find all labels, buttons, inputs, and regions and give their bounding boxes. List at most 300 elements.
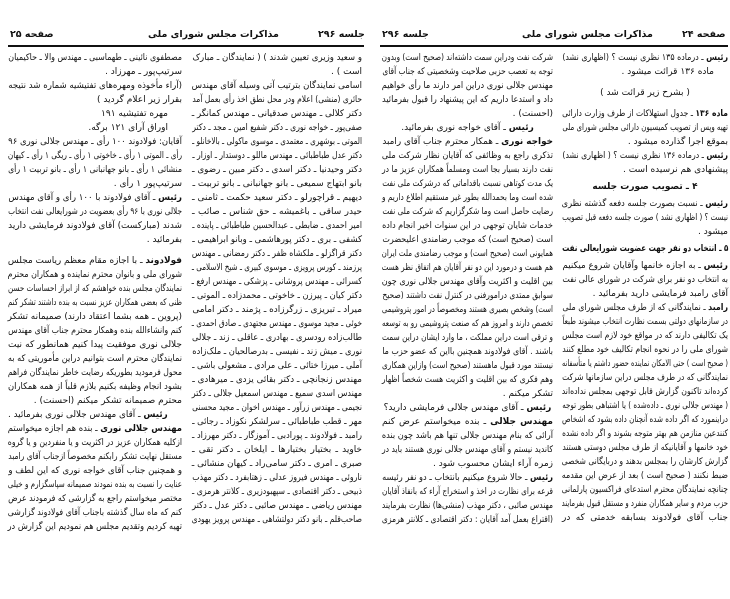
text-line xyxy=(562,65,728,79)
line-content xyxy=(382,135,553,149)
line-content xyxy=(192,93,362,107)
line-content xyxy=(8,422,182,436)
line-text: دکتر وحیدنیا ـ دکتر اسدی ـ دکتر مبین ـ رضوی ـ xyxy=(192,165,362,175)
line-text: (پروین ـ همه بشما اعتقاد دارند) صمیمانه تشکر xyxy=(7,312,183,322)
line-content xyxy=(8,380,182,394)
text-line xyxy=(382,289,553,303)
text-line xyxy=(8,219,182,233)
line-text: الموتی ـ بوشهری ـ معتمدی ـ موسوی ماکولی ـ بالاخانلو ـ xyxy=(192,137,362,147)
line-text: اوراق آرای ۱۲۱ برگه. xyxy=(88,123,168,133)
line-text: ـ آقای مهندس جلالی فرمایشی دارید؟ xyxy=(383,403,527,413)
section-heading xyxy=(562,180,728,194)
text-line xyxy=(562,197,728,211)
line-content xyxy=(192,387,362,401)
line-text: رضایت حاصل است وما شکرگزاریم که شرکت ملی نفت xyxy=(382,207,553,217)
line-text: مهندس زنجانچی ـ دکتر بقائی یزدی ـ میرهادی ـ xyxy=(192,375,362,385)
text-line xyxy=(8,478,182,492)
line-content xyxy=(192,373,362,387)
line-content xyxy=(101,107,168,121)
speaker-name: رئیس xyxy=(705,199,728,209)
line-content xyxy=(401,121,534,135)
line-content xyxy=(8,408,168,422)
line-text: ـ آقای مهندس جلالی نوری بفرمائید . xyxy=(8,410,144,420)
text-line xyxy=(8,177,182,191)
line-text: سرتیپ‌پور ۱ رأی . xyxy=(113,179,182,189)
line-content xyxy=(192,149,362,163)
text-line xyxy=(382,149,553,163)
line-content xyxy=(8,163,182,177)
text-line xyxy=(8,296,182,310)
text-line xyxy=(192,177,362,191)
line-content xyxy=(192,51,362,65)
text-line xyxy=(8,394,182,408)
line-text: شرکت نفت ودراین سمت داشته‌اند (صحیح است) وبدون xyxy=(381,53,553,63)
line-text: مستقل نهایت تشکر رابکنم مخصوصاً ازجناب آقای رامبد xyxy=(8,452,183,462)
line-content xyxy=(562,455,728,469)
line-text: محول فرمودید بطوریکه رضایت خاطر نمایندگان فراهم xyxy=(7,368,183,378)
speaker-name: رئیس xyxy=(526,403,552,413)
line-text: جناب آقای فولادوند بسابقه خدمتی که در xyxy=(562,513,728,523)
line-text: پیشنهادی هم نرسیده است . xyxy=(623,165,728,175)
line-content xyxy=(192,205,362,219)
line-text: گزارش کارشان را بمجلس بدهند و دربایگانی شخصی xyxy=(561,457,728,467)
text-line xyxy=(192,387,362,401)
line-text: نمایندگان مجلس بنده خواهشم که از ابراز احساسات حسن xyxy=(8,284,182,294)
line-text: بموقع اجرا گذارده میشود . xyxy=(627,137,728,147)
line-content xyxy=(382,51,553,65)
line-content xyxy=(8,478,182,492)
text-line xyxy=(562,371,728,385)
line-text: خوئی ـ مجید موسوی ـ مهندس مجتهدی ـ صادق احمدی ـ xyxy=(191,319,362,329)
line-content xyxy=(562,427,728,441)
line-content xyxy=(562,301,728,315)
line-text: نوری ـ میش زند ـ نفیسی ـ بدرصالحیان ـ ملک‌زاده xyxy=(192,347,362,357)
line-text: دکتر کلالی ـ مهندس صدقیانی ـ مهندس کمانگر ـ xyxy=(191,109,362,119)
line-text: مهره تفتیشیه ۱۹۱ xyxy=(101,109,168,119)
line-content xyxy=(562,329,728,343)
line-content xyxy=(562,497,728,511)
line-content xyxy=(562,413,728,427)
line-text: امیر احمدی ـ ضابطی ـ عبدالحسین طباطبائی ـ پاینده ـ xyxy=(192,221,362,231)
line-text: ظنی که بعضی همکاران عزیز نسبت به بنده داشتند تشکر کنم xyxy=(8,298,183,308)
line-text: نیست ؟ ( اظهاری نشد ) صورت جلسه دفعه قبل تصویب xyxy=(562,213,728,223)
line-content xyxy=(628,135,728,149)
text-line xyxy=(8,93,182,107)
text-column xyxy=(8,51,182,534)
line-content xyxy=(192,499,362,513)
text-line xyxy=(562,357,728,371)
text-line xyxy=(562,455,728,469)
line-content xyxy=(593,287,728,301)
line-text: اسامی نمایندگان بترتیب آتی وسیله آقای مهندس xyxy=(191,81,362,91)
text-line xyxy=(562,329,728,343)
line-content xyxy=(8,219,182,233)
speaker-name: رئیس xyxy=(143,410,168,420)
line-content xyxy=(192,415,362,429)
text-line xyxy=(192,499,362,513)
line-text: دراینمورد که اگر داده شده آنچنان داده بشود که اشخاص xyxy=(562,415,728,425)
line-content xyxy=(562,469,728,483)
text-line xyxy=(382,331,553,345)
line-text: کنم وانشاءالله بنده وهمکار محترم جناب آقای مهندس xyxy=(8,326,182,336)
line-content xyxy=(592,180,697,194)
text-line xyxy=(8,51,182,65)
speaker-name: ماده ۱۳۶ xyxy=(695,109,728,119)
text-line xyxy=(192,135,362,149)
text-line xyxy=(8,149,182,163)
line-text: ضبط نکنند ( صحیح است ) بعد از عرض این مقدمه xyxy=(561,471,728,481)
text-line xyxy=(382,443,553,457)
line-content xyxy=(147,233,182,247)
line-text: ذبیحی ـ دکتر اقتصادی ـ سپهبودزیری ـ کلانتر هرمزی ـ xyxy=(192,487,362,497)
line-content xyxy=(382,65,553,79)
line-text: ـ درماده ۱۳۵ نظری نیست ؟ (اظهاری نشد) xyxy=(562,53,707,63)
line-content xyxy=(382,275,553,289)
text-line xyxy=(562,427,728,441)
text-line xyxy=(192,219,362,233)
line-text: رأی ـ الموتی ۱ رأی ـ خاخوتی ۱ رأی ـ ریگی ۱ رأی ـ کیهان xyxy=(7,151,182,161)
text-line xyxy=(8,436,182,450)
line-text: منشائی ۱ رأی ـ بانو جهانبانی ۱ رأی ـ بانو تربیت ۱ رأی xyxy=(8,165,182,175)
line-text: ـ آقای خواجه نوری بفرمائید. xyxy=(401,123,509,133)
line-content xyxy=(192,233,362,247)
session-number: جلسه ۲۹۶ xyxy=(318,29,365,40)
speaker-name: رئیس xyxy=(530,473,553,483)
line-content xyxy=(562,197,728,211)
line-content xyxy=(8,205,182,219)
text-line xyxy=(8,492,182,506)
speaker-name: رئیس xyxy=(703,261,728,271)
session-number: جلسه ۲۹۶ xyxy=(382,29,429,40)
line-text: قرعه برای نظارت در اخذ و استخراج آراء که بانفاذ آقایان xyxy=(381,487,553,497)
text-line xyxy=(8,366,182,380)
line-text: ناروئی ـ مهندس فیروز عدلی ـ زهتابفرد ـ دکتر مهذب xyxy=(192,473,362,483)
line-content xyxy=(562,121,728,135)
text-line xyxy=(192,149,362,163)
line-content xyxy=(382,149,553,163)
line-content xyxy=(382,163,553,177)
text-line xyxy=(562,259,728,273)
line-content xyxy=(192,457,362,471)
line-content xyxy=(562,107,728,121)
line-text: زمره آراء ایشان محسوب شود . xyxy=(433,459,553,469)
text-line xyxy=(192,65,362,79)
line-content xyxy=(562,149,728,163)
line-content xyxy=(192,401,362,415)
line-content xyxy=(8,506,182,520)
line-text: ـ به اجازه خانمها وآقایان شروع میکنیم xyxy=(562,261,704,271)
speaker-name: رئیس xyxy=(158,193,182,203)
line-text: یک تکالیفی دارند که در مواقع خود لازم است مجلس xyxy=(562,331,728,341)
text-line xyxy=(382,107,553,121)
text-line xyxy=(192,205,362,219)
line-text: تذکری راجع به وظائفی که آقایان نظار شرکت ملی xyxy=(381,151,553,161)
text-line xyxy=(192,373,362,387)
text-line xyxy=(562,149,728,163)
line-content xyxy=(382,93,553,107)
line-content xyxy=(382,261,553,275)
line-content xyxy=(562,371,728,385)
line-text: باشند . آقای فولادوند همچنین بااین که عضو حزب ما xyxy=(382,347,553,357)
text-line xyxy=(562,469,728,483)
text-line xyxy=(382,471,553,485)
speaker-name: خواجه نوری xyxy=(501,137,553,147)
line-text: ـ نسبت بصورت جلسه دفعه گذشته نظری xyxy=(561,199,706,209)
line-text: میراد ـ تبریزی ـ زرگرزاده ـ پژمند ـ دکتر امامی xyxy=(192,305,362,315)
line-content xyxy=(382,471,553,485)
line-text: حزب مردم و سایر همکاران منفرد و مستقل قبول بفرمایند xyxy=(561,499,728,509)
line-text: (آراء مأخوذه ومهره‌های تفتیشیه شماره شد نتیجه xyxy=(8,81,182,91)
line-text: ـ جدول استهلاکات از طرف وزارت دارائی xyxy=(562,109,696,119)
line-text: ۴ ـ تصویب صورت جلسه xyxy=(592,182,698,192)
line-text: ۵ ـ انتخاب دو نفر جهت عضویت شورایعالی نفت xyxy=(561,244,728,254)
line-text: ـ درماده ۱۳۶ نظری نیست ؟ ( اظهاری نشد) xyxy=(562,151,707,161)
text-line xyxy=(562,287,728,301)
line-content xyxy=(34,394,182,408)
speaker-name: رامبد xyxy=(708,303,728,313)
text-line xyxy=(192,331,362,345)
line-content xyxy=(192,219,362,233)
line-text: کرده‌اند تاکنون گزارش قابل توجهی بمجلس نداده‌اند xyxy=(561,387,728,397)
line-text: حیدر ساقی ـ باغمیشه ـ حق شناس ـ صائب ـ xyxy=(192,207,362,217)
text-column xyxy=(192,51,362,527)
line-text: محترم صمیمانه تشکر میکنم (احسنت) . xyxy=(33,396,182,406)
header-rule xyxy=(380,45,728,47)
text-line xyxy=(382,373,553,387)
text-line xyxy=(382,79,553,93)
text-line xyxy=(382,261,553,275)
line-text: ( مهندس جلالی نوری ـ داده‌شده ) یا اشتباهی بطور توجه xyxy=(562,401,728,411)
line-text: و همچنین جناب آقای خواجه نوری که این لطف و xyxy=(8,466,182,476)
text-line xyxy=(562,107,728,121)
text-line xyxy=(192,261,362,275)
line-text: ـ با اجازه مقام معظم ریاست مجلس xyxy=(7,256,146,266)
line-content xyxy=(8,492,182,506)
line-text: تهیه وپس از تصویب کمیسیون دارائی مجلس شورای ملی xyxy=(562,123,728,133)
text-line xyxy=(562,301,728,315)
line-text: ( صحیح است ) حتی الامکان نماینده حضور داشتم یا متأسفانه xyxy=(562,359,728,369)
line-content xyxy=(382,177,553,191)
line-text: دکتر کیان ـ پیرزن ـ خاخوتی ـ محمدزاده ـ الموتی ـ xyxy=(191,291,362,301)
line-text: کنم که ماه سال گذشته باجناب آقای فولادوند گزارشی xyxy=(7,508,182,518)
text-line xyxy=(382,457,553,471)
line-text: مهندس جلالی نوری دراین امر دارند ما رأی خواهیم xyxy=(381,81,553,91)
line-text: بین اقلیت و اکثریت وآقای مهندس جلالی نوری چون xyxy=(381,277,553,287)
line-content xyxy=(562,385,728,399)
text-line xyxy=(8,65,182,79)
text-line xyxy=(562,225,728,239)
line-text: شده است وما بحمدالله بطور غیر مستقیم اطلاع داریم و xyxy=(382,193,553,203)
text-line xyxy=(8,380,182,394)
line-content xyxy=(192,107,362,121)
line-content xyxy=(8,366,182,380)
text-line xyxy=(192,163,362,177)
line-content xyxy=(8,436,182,450)
line-content xyxy=(114,177,182,191)
text-line xyxy=(192,429,362,443)
line-content xyxy=(562,315,728,329)
line-content xyxy=(192,275,362,289)
text-line xyxy=(8,352,182,366)
line-text: در سازمانهای دولتی بسمت نظارت انتخاب میشوند طبعاً xyxy=(562,317,728,327)
text-line xyxy=(192,51,362,65)
line-text: همایونی است (صحیح است) و موجب رضامندی ملت ایران xyxy=(381,249,553,259)
text-line xyxy=(562,86,728,100)
line-text: مختصر میخواستم راجع به گزارشی که فرمودند عرض xyxy=(8,494,183,504)
page-number: صفحه ۲۵ xyxy=(10,29,54,40)
line-text: جلالی نوری با ۹۶ رأی بعضویت در شورایعالی نفت انتخاب xyxy=(8,207,182,217)
line-content xyxy=(192,429,362,443)
line-text: ـ همکار محترم جناب آقای رامبد xyxy=(382,137,502,147)
line-text: است (صحیح است) که موجب رضامندی اعلیحضرت xyxy=(382,235,553,245)
text-line xyxy=(8,79,182,93)
text-line xyxy=(562,441,728,455)
line-text: وهم فکری که بین اقلیت و اکثریت هست شخصاً اظهار xyxy=(381,375,553,385)
line-text: آملی ـ میرزا ختائی ـ علی مرادی ـ مشعولی باشی ـ xyxy=(192,361,362,371)
line-text: صفی‌پور ـ خواجه نوری ـ دکتر شفیع امین ـ مجد ـ دکتر xyxy=(192,123,362,133)
text-line xyxy=(382,177,553,191)
line-content xyxy=(192,79,362,93)
line-content xyxy=(382,373,553,387)
text-line xyxy=(562,385,728,399)
line-text: ـ حالا شروع میکنیم بانتخاب ـ دو نفر رئیسه xyxy=(382,473,531,483)
line-text: به انتخاب دو نفر برای شرکت در شورای عالی نفت xyxy=(562,275,728,285)
text-line xyxy=(562,273,728,287)
text-line xyxy=(8,121,182,135)
text-line xyxy=(8,506,182,520)
line-text: شدند (مبارکست) آقای فولادوند فرمایشی دارید xyxy=(8,221,183,231)
line-content xyxy=(8,79,182,93)
line-content xyxy=(562,51,728,65)
line-content xyxy=(105,65,182,79)
text-line xyxy=(8,422,182,436)
line-text: بانو ابتهاج سمیعی ـ بانو جهانبانی ـ بانو تربیت ـ xyxy=(192,179,362,189)
line-text: خود خانمها و آقایانیکه از طرف مجلس دوستی هستند xyxy=(562,443,728,453)
text-line xyxy=(562,343,728,357)
text-line xyxy=(192,191,362,205)
text-line xyxy=(192,485,362,499)
text-line xyxy=(192,415,362,429)
paragraph-gap xyxy=(8,247,182,254)
line-content xyxy=(192,359,362,373)
line-text: دکتر عدل طباطبائی ـ مهندس ماللو ـ دوستدار ـ اوزار ـ xyxy=(192,151,362,161)
line-content xyxy=(562,399,728,413)
line-content xyxy=(192,177,362,191)
text-line xyxy=(192,457,362,471)
line-content xyxy=(698,225,728,239)
line-text: پرزمند ـ کورس پرویزی ـ موسوی کبیری ـ شیخ الاسلامی ـ xyxy=(191,263,362,273)
text-line xyxy=(8,233,182,247)
line-content xyxy=(382,331,553,345)
line-text: چنانچه نمایندگان محترم استدعای فراکسیون پارلمانی xyxy=(561,485,728,495)
line-content xyxy=(623,163,728,177)
line-content xyxy=(622,65,714,79)
text-line xyxy=(382,275,553,289)
text-line xyxy=(562,497,728,511)
text-line xyxy=(562,483,728,497)
line-content xyxy=(192,443,362,457)
line-text: آقای رامبد فرمایشی دارید بفرمائید . xyxy=(592,289,728,299)
line-text: رامبد ـ فولادوند ـ پورادبی ـ آموزگار ـ دکتر مهرزاد ـ xyxy=(191,431,362,441)
line-content xyxy=(192,121,362,135)
line-content xyxy=(562,343,728,357)
line-content xyxy=(562,511,728,525)
line-content xyxy=(8,296,182,310)
line-text: ـ نمایندگانی که از طرف مجلس شورای ملی xyxy=(562,303,709,313)
line-content xyxy=(192,261,362,275)
text-line xyxy=(8,282,182,296)
line-text: صبری ـ امری ـ دکتر سامی‌راد ـ کیهان منشائی ـ xyxy=(191,459,362,469)
line-text: هم هست و درمورد این دو نفر آقایان هم اتفاق نظر هست xyxy=(381,263,553,273)
line-text: بشود انجام وظیفه بکنیم بلازم قلباً از همه همکاران xyxy=(8,382,182,392)
line-text: مهندس ریاضی ـ مهندس صائبی ـ دکتر عدل ـ دکتر xyxy=(192,501,362,511)
line-text: نیستند مورد قبول ماهستند (صحیح است) وازاین همکاری xyxy=(382,361,553,371)
text-line xyxy=(562,211,728,225)
line-text: مهندس اسدی سمیع ـ مهندس اسمعیل جلالی ـ دکتر xyxy=(191,389,362,399)
text-line xyxy=(192,79,362,93)
line-content xyxy=(382,443,553,457)
speaker-name: رئیس xyxy=(706,151,728,161)
line-content xyxy=(8,149,182,163)
line-content xyxy=(192,191,362,205)
line-content xyxy=(8,352,182,366)
line-text: ـ بنده هم اجازه میخواستم xyxy=(7,424,101,434)
line-text: کاندید نیستم و آقای مهندس جلالی نوری هستند باید در xyxy=(381,445,553,455)
line-content xyxy=(382,289,553,303)
text-line xyxy=(382,135,553,149)
line-content xyxy=(562,441,728,455)
line-text: دیهیم ـ قراچورلو ـ دکتر سعید حکمت ـ ثامنی ـ xyxy=(192,193,362,203)
text-line xyxy=(8,450,182,464)
line-text: ـ بنده میخواستم عرض کنم xyxy=(382,417,491,427)
text-line xyxy=(8,163,182,177)
text-line xyxy=(192,345,362,359)
line-content xyxy=(562,357,728,371)
line-text: بفرمائید . xyxy=(146,235,182,245)
text-line xyxy=(192,359,362,373)
text-line xyxy=(382,93,553,107)
text-line xyxy=(562,315,728,329)
line-content xyxy=(562,273,728,287)
text-line xyxy=(192,121,362,135)
line-text: آقایان: فولادوند ۱۰۰ رأی ـ مهندس جلالی نوری ۹۶ xyxy=(8,137,182,147)
line-content xyxy=(382,191,553,205)
line-text: توجه به تعصب حزبی صلاحیت وشخصیتی که جناب آقای xyxy=(382,67,553,77)
text-line xyxy=(382,191,553,205)
line-content xyxy=(8,464,182,478)
speaker-name: مهندس جلالی نوری xyxy=(100,424,182,434)
line-content xyxy=(562,211,728,225)
line-text: و سعید وزیری تعیین شدند ) ( نمایندگان ـ مبارک xyxy=(192,53,362,63)
line-text: آرائی که بنام مهندس جلالی تنها هم باشد چون بنده xyxy=(381,431,553,441)
line-text: دکتر قراگزلو ـ ملکشاه ظفر ـ دکتر رمضانی ـ مهندس xyxy=(191,249,362,259)
line-text: عنایت را نسبت به بنده نمودند صمیمانه سپاسگزارم و خیلی xyxy=(7,480,183,490)
paragraph-gap xyxy=(562,100,728,107)
line-text: تهیه کردیم وتقدیم مجلس هم نمودیم این گزارش در xyxy=(7,522,182,532)
text-line xyxy=(8,205,182,219)
speaker-name: مهندس جلالی xyxy=(490,417,553,427)
text-line xyxy=(382,163,553,177)
text-line xyxy=(192,275,362,289)
line-content xyxy=(192,345,362,359)
running-title: مذاکرات مجلس شورای ملی xyxy=(148,29,279,40)
text-line xyxy=(562,163,728,177)
speaker-name: رئیس xyxy=(706,53,728,63)
line-text: میشود . xyxy=(698,227,728,237)
line-content xyxy=(382,79,553,93)
text-line xyxy=(192,289,362,303)
line-text: (احسنت) . xyxy=(512,109,553,119)
